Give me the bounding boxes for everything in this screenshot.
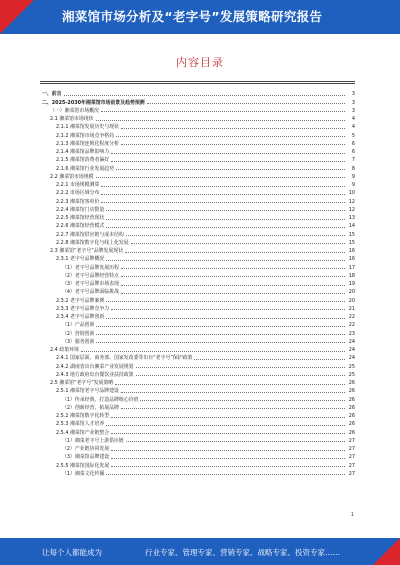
toc-entry-title: （2）营销创新: [62, 330, 95, 337]
toc-entry-title: 2.3.1 老字号品牌概况: [56, 256, 105, 263]
toc-entry[interactable]: [40, 221, 355, 229]
toc-dot-leader: [111, 457, 345, 459]
toc-entry-page: 4: [351, 124, 355, 131]
toc-entry[interactable]: [40, 106, 355, 114]
footer-red-accent: [373, 538, 400, 565]
toc-entry-page: 27: [348, 470, 355, 477]
toc-entry[interactable]: [40, 271, 355, 279]
toc-dot-leader: [111, 416, 345, 418]
toc-entry-title: （2）产业链协同发展: [62, 446, 110, 452]
toc-entry-page: 9: [351, 182, 355, 188]
toc-dot-leader: [106, 226, 345, 228]
toc-dot-leader: [147, 102, 345, 104]
toc-entry[interactable]: [40, 279, 355, 287]
toc-entry-title: （1）产品创新: [62, 322, 95, 329]
toc-entry[interactable]: [40, 337, 355, 345]
toc-entry-title: 2.5.1 湘菜馆老字号品牌建设: [56, 388, 119, 395]
toc-entry-page: 18: [348, 272, 355, 279]
toc-entry-title: 2.2.4 湘菜馆门店数量: [56, 206, 105, 213]
toc-entry[interactable]: [40, 130, 355, 138]
toc-entry-title: 2.5 湘菜馆“老字号”发展策略: [50, 380, 114, 386]
toc-entry-title: （2）创新经营，拓展品牌: [62, 404, 119, 411]
toc-entry[interactable]: [40, 469, 355, 477]
toc-dot-leader: [111, 308, 345, 310]
toc-entry-title: 2.4.3 地方政府出台餐饮业扶持政策: [56, 371, 134, 378]
toc-entry-page: 16: [348, 256, 355, 263]
toc-entry-page: 3: [351, 91, 355, 98]
toc-entry[interactable]: [40, 386, 355, 394]
toc-entry-title: （1）老字号品牌发展历程: [62, 264, 119, 271]
toc-entry-title: 一、前言: [42, 91, 62, 98]
footer-expert-list: 行业专家、管理专家、营销专家、战略专家、投资专家……: [145, 548, 340, 557]
toc-entry-page: 27: [348, 446, 355, 452]
toc-dot-leader: [111, 432, 345, 434]
toc-entry-page: 12: [348, 206, 355, 213]
toc-entry-page: 25: [348, 371, 355, 378]
toc-entry[interactable]: [40, 312, 355, 320]
toc-entry-page: 27: [348, 437, 355, 444]
page-number: 1: [350, 512, 354, 518]
toc-entry-page: 21: [348, 305, 355, 312]
toc-entry-page: 4: [351, 116, 355, 122]
toc-dot-leader: [101, 201, 345, 203]
toc-entry[interactable]: [40, 254, 355, 262]
toc-dot-leader: [121, 275, 345, 277]
toc-entry-title: （1）传承经典，打造品牌核心价值: [62, 396, 139, 403]
toc-dot-leader: [121, 127, 345, 129]
toc-entry-page: 22: [348, 322, 355, 329]
header-red-accent: [0, 0, 34, 34]
toc-entry-page: 20: [348, 297, 355, 304]
toc-entry[interactable]: [40, 295, 355, 303]
toc-entry[interactable]: [40, 147, 355, 155]
toc-entry-page: 6: [351, 149, 355, 155]
toc-entry-title: 2.4 政策环境: [50, 347, 79, 353]
toc-entry-page: 14: [348, 223, 355, 230]
toc-top-rule-inner: [40, 83, 355, 84]
toc-entry-page: 22: [348, 314, 355, 320]
toc-entry[interactable]: [40, 262, 355, 270]
toc-entry-title: 2.1.1 湘菜馆发展历史与现状: [56, 124, 119, 131]
toc-entry[interactable]: [40, 345, 355, 353]
toc-dot-leader: [121, 407, 345, 409]
toc-entry[interactable]: [40, 353, 355, 361]
toc-entry-page: 17: [348, 264, 355, 271]
toc-dot-leader: [106, 259, 345, 261]
toc-entry-title: 2.1.5 湘菜馆消费者偏好: [56, 157, 110, 164]
toc-entry[interactable]: [40, 403, 355, 411]
toc-entry-title: 2.2.7 湘菜馆供应链与成本结构: [56, 231, 124, 238]
toc-dot-leader: [116, 135, 345, 137]
toc-entry-page: 15: [348, 231, 355, 238]
toc-dot-leader: [96, 119, 345, 121]
toc-entry[interactable]: [40, 114, 355, 122]
toc-dot-leader: [126, 440, 345, 442]
toc-entry-title: 2.4.2 湖南省出台湘菜产业发展规划: [56, 363, 134, 370]
toc-entry-page: 3: [351, 107, 355, 114]
toc-dot-leader: [106, 300, 345, 302]
toc-entry-page: 3: [351, 99, 355, 106]
toc-top-rule: [40, 81, 355, 82]
toc-entry-title: 2.5.4 湘菜馆产业链整合: [56, 429, 110, 436]
toc-dot-leader: [101, 193, 345, 195]
toc-dot-leader: [111, 449, 345, 451]
toc-entry-page: 27: [348, 454, 355, 461]
toc-entry[interactable]: [40, 320, 355, 328]
toc-dot-leader: [106, 317, 345, 319]
toc-entry-title: 2.5.2 湘菜馆数字化转型: [56, 413, 110, 419]
toc-dot-leader: [116, 168, 345, 170]
toc-entry-title: 2.1 湘菜馆市场现状: [50, 116, 94, 122]
toc-entry-page: 23: [348, 330, 355, 337]
table-of-contents: [40, 89, 355, 477]
toc-entry-title: 2.3.2 老字号品牌案例: [56, 297, 105, 304]
toc-entry-title: 2.5.3 湘菜馆人才培养: [56, 421, 105, 428]
toc-entry-page: 27: [348, 462, 355, 469]
toc-entry-title: 2.2 湘菜馆市场规模: [50, 173, 94, 180]
toc-entry[interactable]: [40, 287, 355, 295]
toc-entry[interactable]: [40, 122, 355, 130]
toc-entry-title: 2.5.5 湘菜馆国际化发展: [56, 462, 110, 469]
toc-entry[interactable]: [40, 246, 355, 254]
toc-entry-page: 15: [348, 239, 355, 246]
toc-entry-page: 26: [348, 380, 355, 386]
toc-dot-leader: [115, 383, 345, 385]
toc-dot-leader: [121, 267, 345, 269]
toc-entry-page: 19: [348, 281, 355, 287]
toc-entry-page: 16: [348, 248, 355, 254]
toc-entry[interactable]: [40, 180, 355, 188]
toc-entry-title: 2.3.4 老字号品牌创新: [56, 314, 105, 320]
toc-entry-page: 26: [348, 421, 355, 428]
toc-dot-leader: [140, 399, 345, 401]
toc-entry[interactable]: [40, 163, 355, 171]
toc-entry[interactable]: [40, 139, 355, 147]
toc-dot-leader: [121, 391, 345, 393]
toc-entry-title: （1）湘菜老字号上游供应链: [62, 437, 124, 444]
toc-dot-leader: [101, 185, 345, 187]
toc-entry[interactable]: [40, 361, 355, 369]
toc-entry-page: 24: [348, 355, 355, 362]
toc-entry-page: 26: [348, 429, 355, 436]
toc-dot-leader: [111, 160, 345, 162]
toc-entry[interactable]: [40, 370, 355, 378]
toc-dot-leader: [121, 143, 345, 145]
toc-entry-title: 2.1.4 湘菜馆品牌影响力: [56, 149, 110, 155]
toc-dot-leader: [106, 473, 345, 475]
toc-entry[interactable]: [40, 394, 355, 402]
footer-bar: [0, 538, 400, 565]
toc-dot-leader: [111, 152, 345, 154]
toc-entry[interactable]: [40, 155, 355, 163]
toc-dot-leader: [126, 234, 345, 236]
toc-entry[interactable]: [40, 411, 355, 419]
toc-entry-page: 5: [351, 132, 355, 139]
report-title: 湘菜馆市场分析及“老字号”发展策略研究报告: [62, 9, 323, 24]
toc-entry-title: 2.3 湘菜馆“老字号”品牌发展现状: [50, 248, 124, 254]
toc-entry-page: 9: [351, 173, 355, 180]
toc-heading: 内容目录: [176, 56, 224, 69]
toc-entry-title: （4）老字号品牌面临挑战: [62, 289, 119, 296]
toc-entry[interactable]: [40, 304, 355, 312]
toc-entry-title: 2.3.3 老字号品牌竞争力: [56, 305, 110, 312]
toc-entry-page: 24: [348, 347, 355, 353]
toc-entry[interactable]: [40, 436, 355, 444]
toc-entry[interactable]: [40, 89, 355, 97]
toc-entry-title: 2.4.1 国家层面，商务部、国家发改委等出台“老字号”保护政策: [56, 355, 193, 362]
toc-dot-leader: [96, 341, 345, 343]
toc-entry-page: 20: [348, 289, 355, 296]
toc-entry[interactable]: [40, 419, 355, 427]
toc-dot-leader: [106, 218, 345, 220]
toc-dot-leader: [125, 251, 345, 253]
toc-entry[interactable]: [40, 97, 355, 105]
toc-entry-title: （3）湘菜馆品牌建设: [62, 454, 110, 461]
toc-entry-page: 8: [351, 165, 355, 172]
toc-entry-title: 2.2.8 湘菜馆数字化与线上化发展: [56, 239, 129, 246]
toc-entry[interactable]: [40, 172, 355, 180]
toc-entry-title: 2.2.5 湘菜馆经营现状: [56, 215, 105, 221]
toc-entry[interactable]: [40, 328, 355, 336]
toc-entry-title: 2.2.6 湘菜馆经营模式: [56, 223, 105, 230]
toc-entry[interactable]: [40, 452, 355, 460]
toc-entry-title: 2.1.6 湘菜馆行业发展趋势: [56, 165, 115, 172]
toc-dot-leader: [64, 94, 345, 96]
toc-entry-page: 25: [348, 363, 355, 370]
toc-entry-title: 二、2025-2030年湘菜馆市场前景及趋势预测: [42, 99, 145, 106]
toc-entry-title: 2.1.3 湘菜馆连锁化程度分析: [56, 140, 119, 147]
toc-entry[interactable]: [40, 188, 355, 196]
toc-entry-page: 26: [348, 396, 355, 403]
toc-dot-leader: [96, 176, 345, 178]
toc-dot-leader: [96, 325, 345, 327]
toc-dot-leader: [136, 374, 345, 376]
toc-entry-page: 26: [348, 388, 355, 395]
toc-dot-leader: [101, 110, 345, 112]
toc-entry-page: 26: [348, 413, 355, 419]
toc-entry-page: 7: [351, 157, 355, 164]
toc-entry-title: 2.2.1 市场规模测算: [56, 182, 100, 188]
toc-entry-title: （3）服务创新: [62, 338, 95, 345]
toc-entry-title: 2.2.3 湘菜馆客单价: [56, 198, 100, 205]
toc-entry[interactable]: [40, 444, 355, 452]
toc-entry-page: 26: [348, 404, 355, 411]
toc-entry-page: 24: [348, 338, 355, 345]
toc-dot-leader: [106, 424, 345, 426]
toc-entry-title: 2.1.2 湘菜馆市场竞争格局: [56, 132, 115, 139]
toc-dot-leader: [194, 358, 345, 360]
toc-entry[interactable]: [40, 213, 355, 221]
toc-entry-title: （3）老字号品牌市场表现: [62, 281, 119, 287]
footer-slogan: 让每个人都能成为: [42, 548, 102, 557]
toc-entry-page: 12: [348, 198, 355, 205]
toc-entry[interactable]: [40, 196, 355, 204]
header-bar: [0, 0, 400, 34]
toc-dot-leader: [131, 242, 345, 244]
toc-entry[interactable]: [40, 238, 355, 246]
toc-dot-leader: [111, 465, 345, 467]
toc-entry[interactable]: [40, 460, 355, 468]
toc-entry-page: 13: [348, 215, 355, 221]
toc-dot-leader: [96, 333, 345, 335]
toc-entry[interactable]: [40, 229, 355, 237]
toc-entry[interactable]: [40, 205, 355, 213]
toc-entry-title: （1）湘菜文化传播: [62, 470, 105, 477]
toc-entry[interactable]: [40, 427, 355, 435]
toc-entry-title: （一）湘菜馆市场概况: [50, 107, 99, 114]
toc-dot-leader: [121, 284, 345, 286]
toc-entry-page: 10: [348, 190, 355, 197]
toc-entry-title: （2）老字号品牌经营特点: [62, 272, 119, 279]
toc-dot-leader: [121, 292, 345, 294]
toc-dot-leader: [81, 350, 345, 352]
toc-entry[interactable]: [40, 378, 355, 386]
toc-entry-page: 6: [351, 140, 355, 147]
toc-entry-title: 2.2.2 市场区域分布: [56, 190, 100, 197]
toc-dot-leader: [106, 209, 345, 211]
toc-dot-leader: [136, 366, 345, 368]
